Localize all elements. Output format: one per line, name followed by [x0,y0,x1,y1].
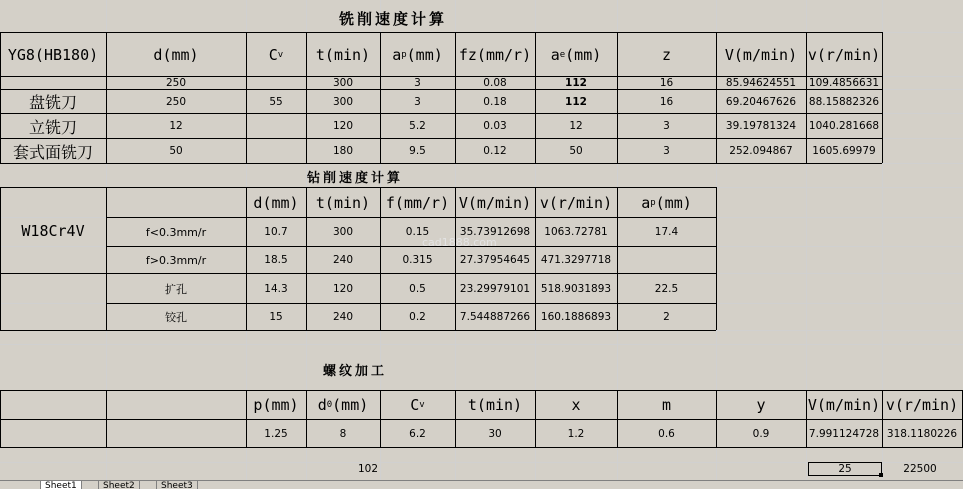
thread-cell[interactable]: 0.6 [658,427,675,440]
milling-cell[interactable]: 300 [332,77,354,89]
milling-header-V[interactable]: V(m/min) [724,45,798,64]
drilling-cell[interactable]: 27.37954645 [459,254,531,266]
thread-header-m[interactable]: m [661,396,672,414]
drilling-header-d[interactable]: d(mm) [253,193,299,212]
drilling-header-t[interactable]: t(min) [315,193,371,212]
thread-cell[interactable]: 7.991124728 [808,427,880,440]
milling-cell[interactable] [246,139,306,163]
milling-cell[interactable] [246,77,306,89]
milling-cell[interactable]: 85.94624551 [725,77,797,89]
milling-cell[interactable]: 300 [332,95,354,108]
milling-cell[interactable]: 0.03 [483,120,507,132]
drilling-header-f[interactable]: f(mm/r) [385,193,450,212]
watermark-text: cad1888.com [422,236,497,249]
tab-sheet1[interactable]: Sheet1 [40,481,82,489]
milling-cell[interactable]: 39.19781324 [725,120,797,132]
drilling-header-v[interactable]: v(r/min) [539,193,613,212]
milling-cell[interactable]: 0.08 [483,77,507,89]
milling-header-t[interactable]: t(min) [315,45,371,64]
cell-value-25: 25 [838,463,852,475]
thread-cell[interactable]: 8 [339,427,347,440]
drilling-row-label[interactable]: 铰孔 [165,311,187,324]
milling-cell[interactable]: 50 [169,145,183,157]
milling-cell[interactable]: 0.18 [483,95,507,108]
drilling-cell[interactable]: 471.3297718 [540,254,612,266]
drilling-cell[interactable]: 300 [332,226,354,238]
fill-handle[interactable] [879,473,883,477]
cell-value-22500[interactable]: 22500 [903,463,937,475]
drilling-cell[interactable]: 7.544887266 [459,311,531,323]
milling-cell[interactable]: 12 [569,120,583,132]
milling-cell[interactable]: 1040.281668 [808,120,880,132]
milling-cell[interactable]: 109.4856631 [808,77,880,89]
milling-row-label[interactable]: 套式面铣刀 [12,142,93,162]
drilling-cell[interactable]: 17.4 [654,226,679,238]
milling-cell[interactable]: 180 [332,145,354,157]
milling-cell[interactable]: 112 [565,77,587,89]
milling-row-label[interactable]: 立铣刀 [28,117,77,137]
drilling-cell[interactable] [617,247,716,273]
milling-cell[interactable]: 1605.69979 [812,145,876,157]
milling-header-ap[interactable]: a p (mm) [392,45,443,64]
drilling-cell[interactable]: 0.15 [405,226,430,238]
milling-title: 铣削速度计算 [338,9,447,28]
milling-cell[interactable]: 55 [269,95,283,108]
thread-header-cv[interactable]: C v [410,396,425,414]
drilling-cell[interactable]: 0.315 [402,254,433,266]
milling-cell[interactable]: 112 [565,95,587,108]
milling-cell[interactable] [246,114,306,138]
milling-cell[interactable]: 0.12 [483,145,507,157]
thread-cell[interactable]: 1.2 [567,427,585,440]
drilling-cell[interactable]: 120 [332,282,354,295]
thread-cell[interactable]: 6.2 [409,427,426,440]
drilling-cell[interactable]: 1063.72781 [544,226,608,238]
drilling-cell[interactable]: 18.5 [264,254,288,266]
drilling-row-label[interactable]: f>0.3mm/r [145,253,207,267]
drilling-cell[interactable]: 518.9031893 [540,282,612,295]
milling-row-label[interactable] [0,77,106,89]
milling-cell[interactable]: 3 [663,120,670,132]
milling-header-z[interactable]: z [661,45,672,64]
milling-cell[interactable]: 3 [663,145,670,157]
thread-cell[interactable]: 1.25 [264,427,288,440]
milling-cell[interactable]: 88.15882326 [808,95,880,108]
milling-header-ae[interactable]: a e (mm) [550,45,602,64]
drilling-header-V[interactable]: V(m/min) [458,193,532,212]
drilling-cell[interactable]: 240 [332,311,354,323]
drilling-cell[interactable]: 23.29979101 [459,282,531,295]
thread-header-x[interactable]: x [571,396,581,414]
tab-sheet2[interactable]: Sheet2 [98,481,140,489]
thread-header-v[interactable]: v(r/min) [885,396,959,414]
drilling-cell[interactable]: 22.5 [654,282,679,295]
selected-cell-25[interactable] [808,462,882,476]
drilling-cell[interactable]: 10.7 [264,226,288,238]
drilling-cell[interactable]: 240 [332,254,354,266]
threading-title: 螺纹加工 [322,363,387,379]
thread-header-d0[interactable]: d 0 (mm) [317,396,369,414]
milling-cell[interactable]: 9.5 [409,145,426,157]
milling-material-label[interactable]: YG8(HB180) [7,45,99,64]
drilling-cell[interactable]: 0.5 [409,282,426,295]
milling-header-v[interactable]: v(r/min) [807,45,881,64]
thread-header-p[interactable]: p(mm) [253,396,299,414]
cell-value-102[interactable]: 102 [357,463,379,475]
milling-cell[interactable]: 120 [332,120,354,132]
milling-cell[interactable]: 3 [414,77,421,89]
milling-cell[interactable]: 12 [169,120,183,132]
milling-cell[interactable]: 16 [659,77,674,89]
drilling-row-label[interactable]: f<0.3mm/r [145,225,207,239]
milling-cell[interactable]: 69.20467626 [725,95,797,108]
thread-cell[interactable]: 0.9 [752,427,770,440]
drilling-cell[interactable]: 15 [269,311,283,323]
drilling-header-ap[interactable]: a p (mm) [641,193,692,212]
drilling-cell[interactable]: 2 [663,311,670,323]
milling-cell[interactable]: 252.094867 [729,145,793,157]
drilling-material-label[interactable]: W18Cr4V [21,221,85,240]
thread-header-y[interactable]: y [756,396,766,414]
milling-cell[interactable]: 5.2 [409,120,426,132]
thread-cell[interactable]: 30 [488,427,502,440]
drilling-title: 钻削速度计算 [306,170,403,186]
thread-header-t[interactable]: t(min) [467,396,523,414]
milling-cell[interactable]: 3 [414,95,421,108]
milling-header-d[interactable]: d(mm) [153,45,199,64]
milling-row-label[interactable]: 盘铣刀 [28,93,77,112]
drilling-row-label[interactable]: 扩孔 [165,282,187,296]
milling-cell[interactable]: 250 [165,77,187,89]
drilling-cell[interactable]: 0.2 [409,311,426,323]
drilling-cell[interactable]: 14.3 [264,282,288,295]
milling-header-cv[interactable]: C v [268,45,284,64]
thread-cell[interactable]: 318.1180226 [886,427,958,440]
milling-header-fz[interactable]: fz(mm/r) [458,45,532,64]
thread-header-V[interactable]: V(m/min) [807,396,881,414]
milling-cell[interactable]: 250 [165,95,187,108]
drilling-cell[interactable]: 35.73912698 [459,226,531,238]
tab-sheet3[interactable]: Sheet3 [156,481,198,489]
milling-cell[interactable]: 16 [659,95,674,108]
milling-cell[interactable]: 50 [569,145,583,157]
drilling-cell[interactable]: 160.1886893 [540,311,612,323]
